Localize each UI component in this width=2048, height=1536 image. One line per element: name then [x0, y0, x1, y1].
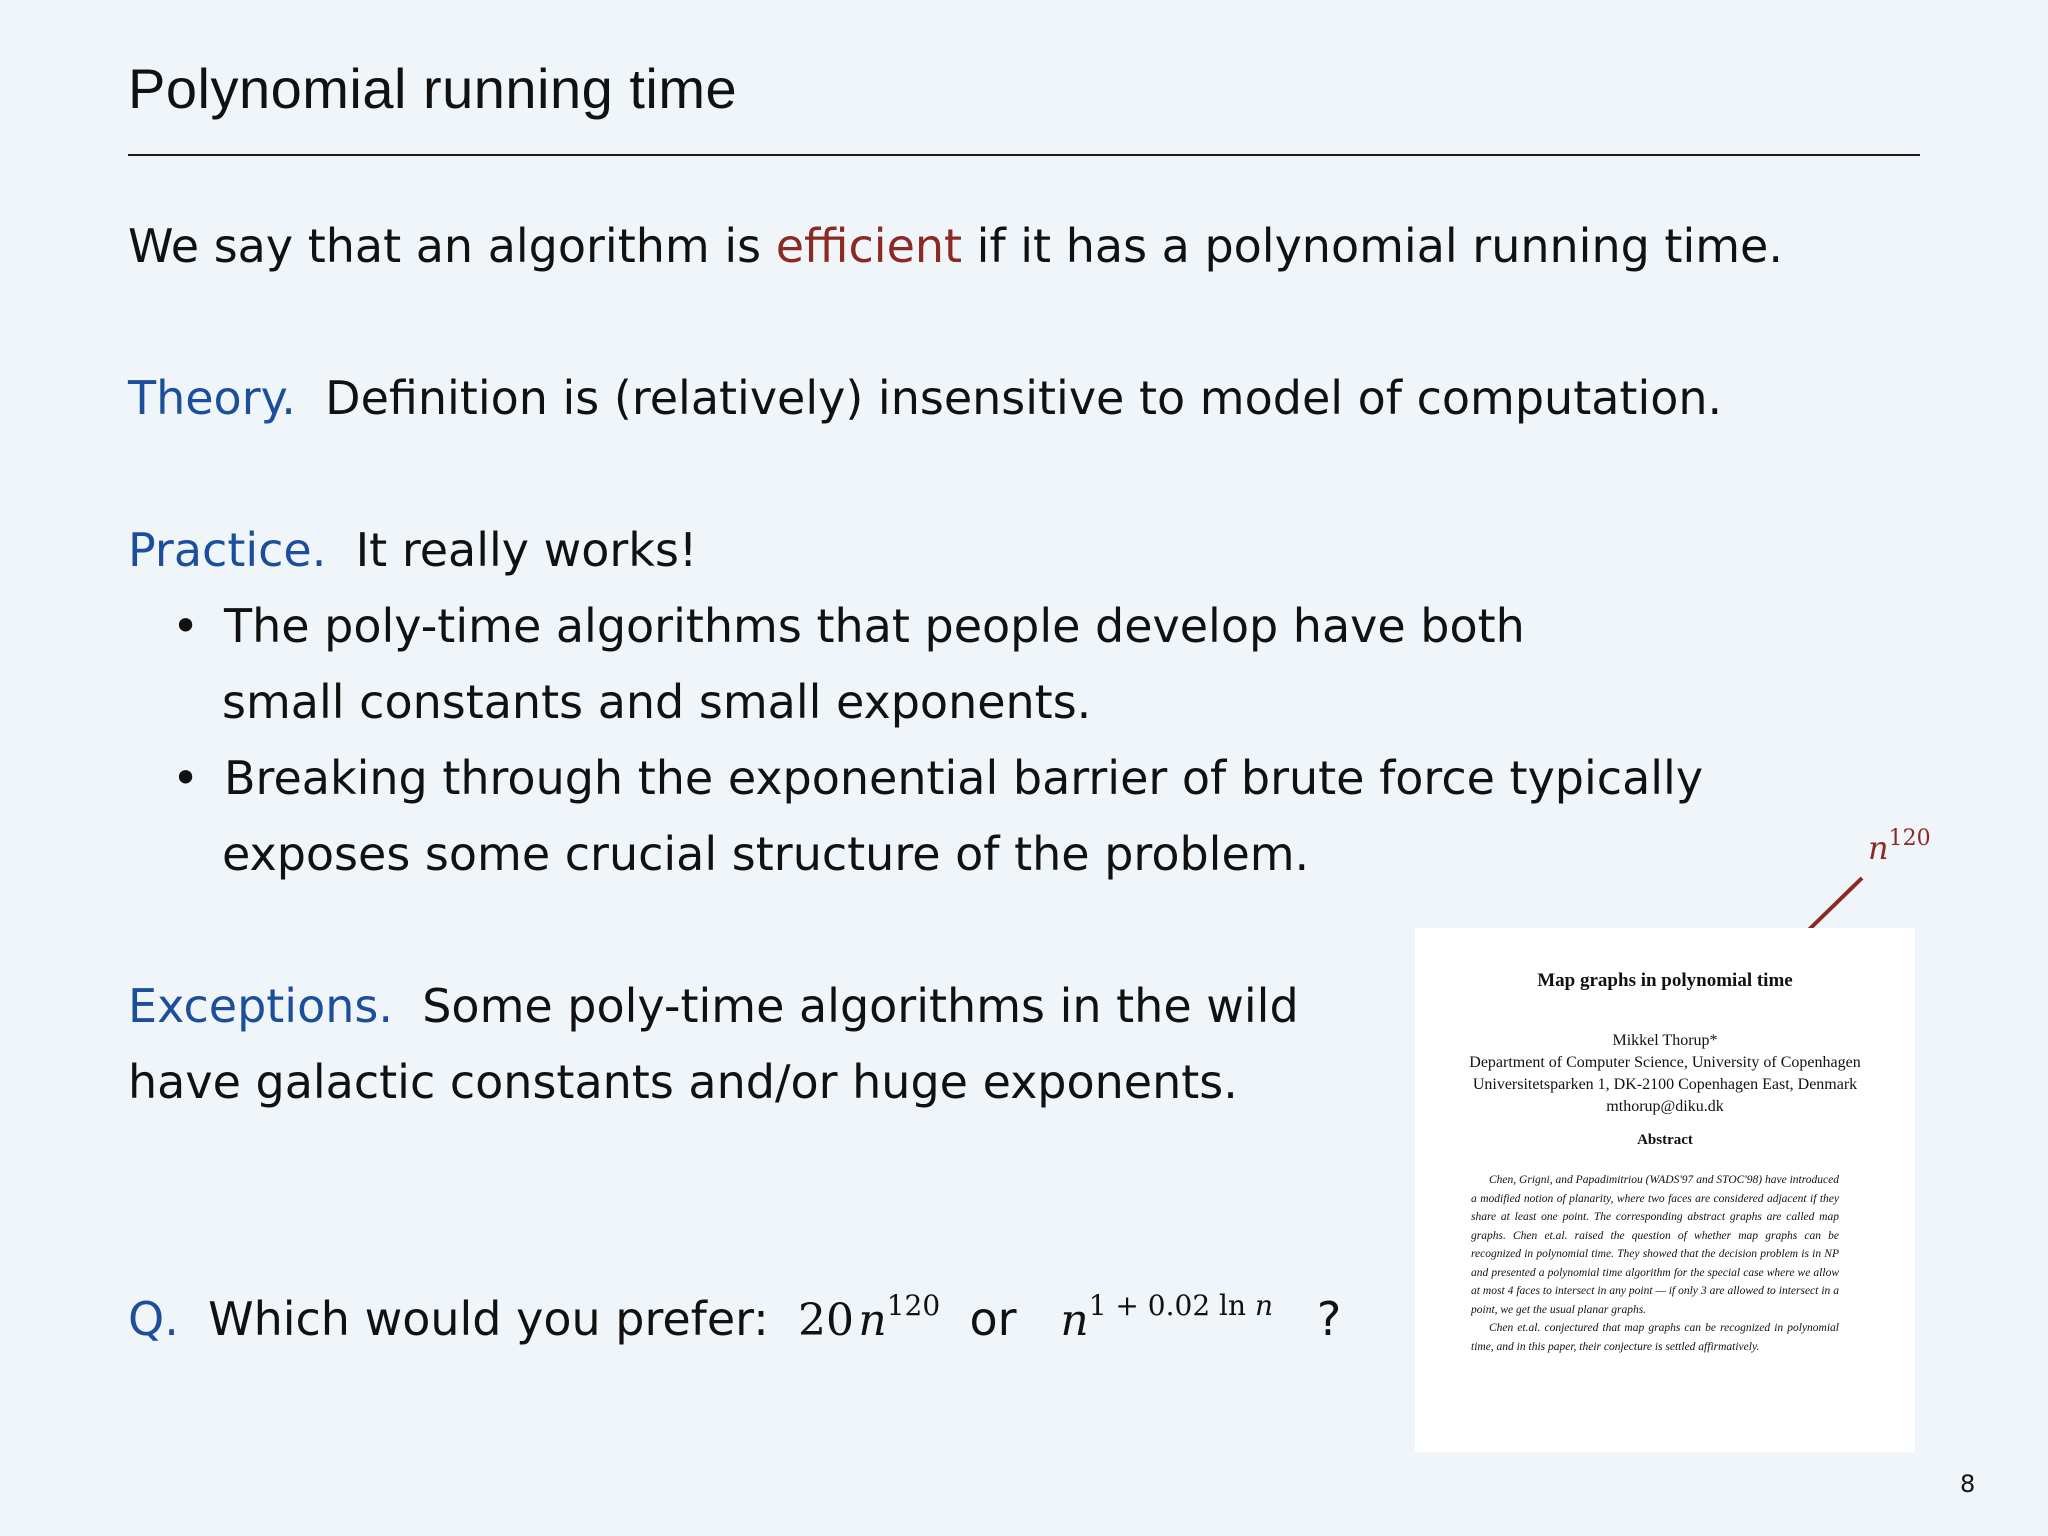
- n120-annotation: [1868, 826, 1931, 867]
- question-line: [128, 1268, 1341, 1359]
- theory-text: Definition is (relatively) insensitive to model of computation.: [325, 371, 1723, 425]
- bullet-text: The poly-time algorithms that people develop have both: [224, 599, 1525, 653]
- exceptions-label: Exceptions.: [128, 979, 393, 1033]
- bullet-continuation: exposes some crucial structure of the problem.: [222, 827, 1310, 881]
- slide-title: Polynomial running time: [128, 57, 738, 120]
- practice-label: Practice.: [128, 523, 327, 577]
- question-mark: ?: [1316, 1292, 1342, 1346]
- practice-text: It really works!: [355, 523, 698, 577]
- page-number: 8: [1960, 1470, 1976, 1498]
- option-1-exponent: 120: [886, 1289, 941, 1322]
- option-1-formula: [798, 1289, 941, 1346]
- title-divider: [128, 154, 1920, 156]
- question-label: Q.: [128, 1292, 179, 1346]
- option-1-variable: n: [858, 1295, 887, 1346]
- option-1-coefficient: 20: [798, 1295, 854, 1346]
- paper-department: Department of Computer Science, University of Copenhagen: [1469, 1054, 1861, 1071]
- intro-highlight: efficient: [775, 219, 963, 273]
- intro-after: if it has a polynomial running time.: [962, 219, 1783, 273]
- paper-author: Mikkel Thorup*: [1612, 1032, 1718, 1049]
- option-2-exponent: 1 + 0.02 ln: [1088, 1289, 1255, 1322]
- intro-before: We say that an algorithm is: [128, 219, 776, 273]
- theory-line: [128, 360, 1722, 436]
- bullet-item: [172, 740, 1703, 816]
- bullet-item: [172, 588, 1525, 664]
- bullet-continuation: small constants and small exponents.: [222, 675, 1092, 729]
- question-text: Which would you prefer:: [208, 1292, 769, 1346]
- abstract-paragraph: Chen, Grigni, and Papadimitriou (WADS'97 and STOC'98) have introduced a modified notion of planarity, where two faces are considered adjacent if they share at least one point. The corresponding abstract graphs are called map graphs. Chen et.al. raised the question of whether map graphs can be recognized in polynomial time. They showed that the decision problem is in NP and presented a polynomial time algorithm for the special case where we allow at most 4 faces to intersect in any point — if only 3 are allowed to intersect in a point, we get the usual planar graphs.: [1471, 1174, 1839, 1316]
- practice-line: [128, 512, 697, 588]
- option-2-formula: [1060, 1289, 1273, 1346]
- bullet-symbol: •: [172, 599, 200, 653]
- exceptions-line-2: have galactic constants and/or huge exponents.: [128, 1055, 1238, 1109]
- intro-line: [128, 208, 1783, 284]
- paper-thumbnail: [1415, 928, 1915, 1452]
- paper-address: Universitetsparken 1, DK-2100 Copenhagen East, Denmark: [1472, 1076, 1858, 1093]
- exceptions-line: [128, 968, 1299, 1044]
- abstract-paragraph: Chen et.al. conjectured that map graphs can be recognized in polynomial time, and in this paper, their conjecture is settled affirmatively.: [1471, 1322, 1839, 1353]
- exceptions-text: Some poly-time algorithms in the wild: [422, 979, 1299, 1033]
- annotation-variable: n: [1868, 829, 1889, 867]
- or-word: or: [969, 1292, 1017, 1346]
- bullet-symbol: •: [172, 751, 200, 805]
- abstract-heading: Abstract: [1637, 1132, 1693, 1148]
- paper-title: Map graphs in polynomial time: [1537, 970, 1793, 991]
- annotation-exponent: 120: [1888, 826, 1931, 851]
- abstract-body: [1471, 1171, 1839, 1356]
- paper-email: mthorup@diku.dk: [1606, 1098, 1724, 1115]
- option-2-exponent-var: n: [1254, 1289, 1273, 1322]
- theory-label: Theory.: [128, 371, 296, 425]
- option-2-variable: n: [1060, 1295, 1089, 1346]
- bullet-text: Breaking through the exponential barrier of brute force typically: [224, 751, 1704, 805]
